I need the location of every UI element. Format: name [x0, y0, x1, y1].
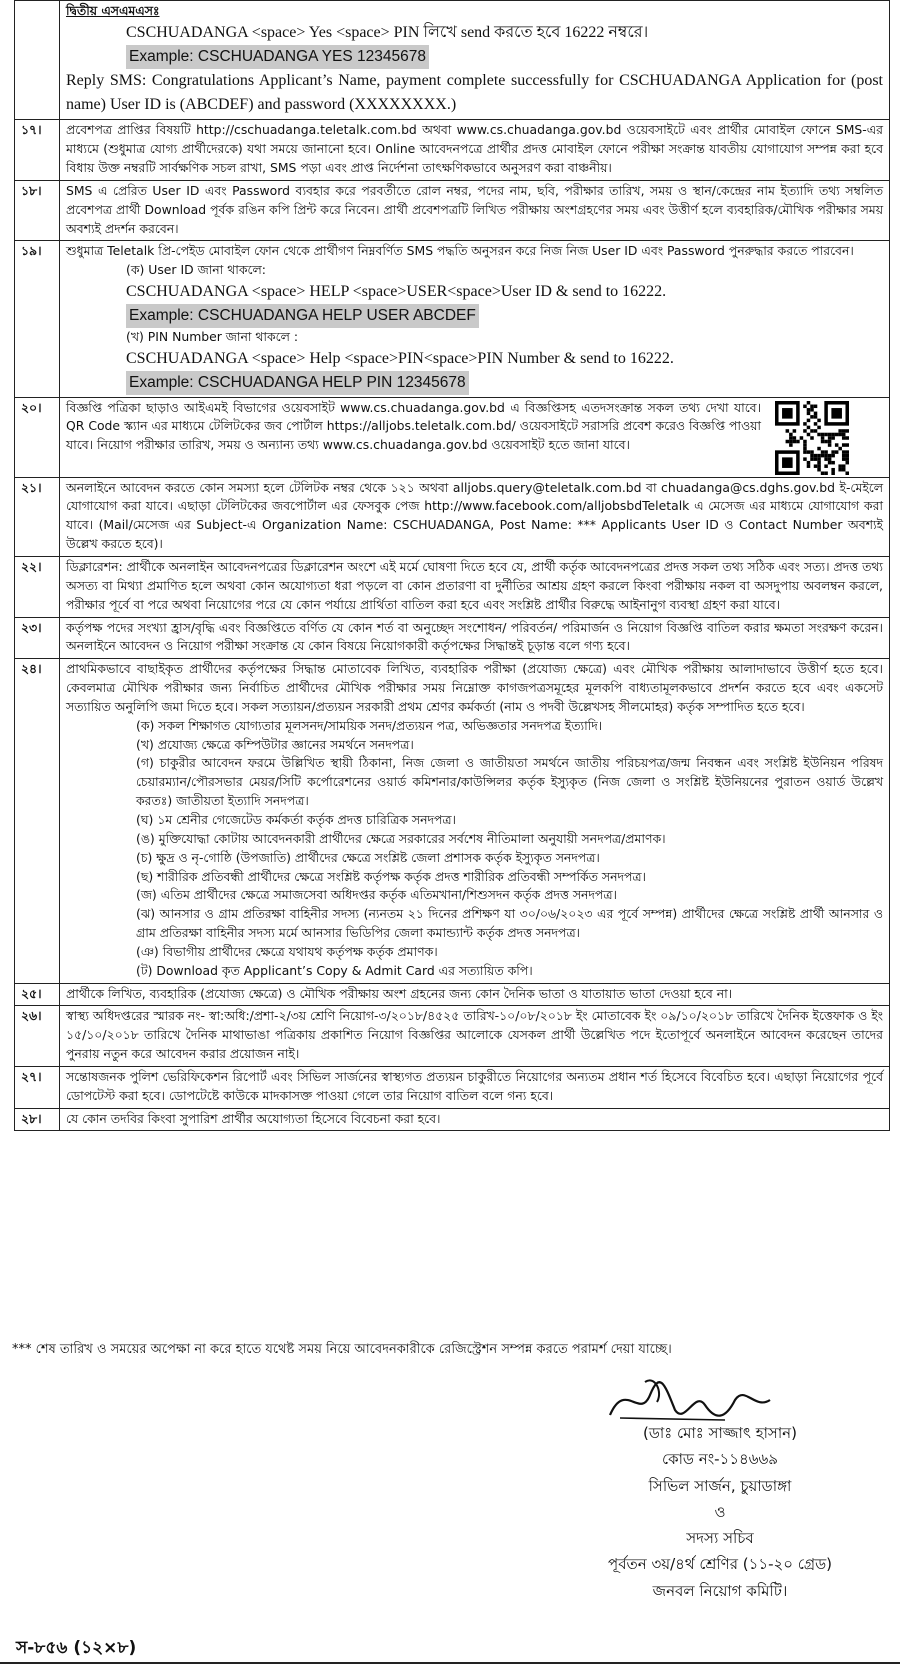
term-body — [60, 983, 890, 1006]
term-number: ১৯। — [15, 241, 60, 397]
term-text: (ক) User ID জানা থাকলে: — [126, 262, 266, 278]
term-body — [60, 180, 890, 241]
term-text: Reply SMS: Congratulations Applicant’s Name, payment complete successfully for CSCHUADANGA Application for (post name) User ID is (ABCDEF) and password (XXXXXXXX.) — [66, 71, 883, 114]
term-text: যে কোন তদবির কিংবা সুপারিশ প্রার্থীর অযোগ্যতা হিসেবে বিবেচনা করা হবে। — [66, 1110, 441, 1126]
term-text: (ঝ) আনসার ও গ্রাম প্রতিরক্ষা বাহিনীর সদস্য (ন্যনতম ২১ দিনের প্রশিক্ষণ যা ৩০/০৬/২০২৩ এর পূর্বে সম্পন্ন) প্রার্থীদের ক্ষেত্রে সংশ্লিষ্ট প্রার্থী আনসার ও গ্রাম প্রতিরক্ষা বাহিনীর সদস্য মর্মে আনসার ভিডিপির জেলা কমান্ড্যান্ট কর্তৃক প্রদত্ত সনদপত্র। — [136, 906, 883, 941]
term-text: (খ) প্রযোজ্য ক্ষেত্রে কম্পিউটার জ্ঞানের সমর্থনে সনদপত্র। — [136, 736, 414, 752]
term-row — [15, 120, 890, 181]
term-text: CSCHUADANGA <space> Yes <space> PIN লিখে send করতে হবে 16222 নম্বরে। — [126, 23, 649, 41]
signer-name: (ডাঃ মোঃ সাজ্জাৎ হাসান) — [643, 1424, 797, 1442]
term-row — [15, 1, 890, 120]
term-text: প্রবেশপত্র প্রাপ্তির বিষয়টি http://cschuadanga.teletalk.com.bd অথবা www.cs.chuadanga.gov.bd ওয়েবসাইটে এবং প্রার্থীর মোবাইল ফোনে SMS-এর মাধ্যমে (শুধুমাত্র যোগ্য প্রার্থীদেরকে) যথা সময়ে জানানো হবে। Online আবেদনপত্রে প্রার্থীর প্রদত্ত মোবাইল ফোনে পরীক্ষা সংক্রান্ত যাবতীয় যোগাযোগ সম্পন্ন করা হবে বিধায় উক্ত নম্বরটি সার্বক্ষণিক সচল রাখা, SMS পড়া এবং প্রাপ্ত নির্দেশনা তাৎক্ষণিকভাবে অনুসরণ করা বাঞ্চনীয়। — [66, 122, 883, 176]
term-body — [60, 1006, 890, 1067]
term-row — [15, 180, 890, 241]
term-text: শুধুমাত্র Teletalk প্রি-পেইড মোবাইল ফোন থেকে প্রার্থীগণ নিম্নবর্ণিত SMS পদ্ধতি অনুসরন করে নিজ নিজ User ID এবং Password পুনরুদ্ধার করতে পারবেন। — [66, 243, 854, 259]
term-body — [60, 617, 890, 659]
term-row — [15, 617, 890, 659]
term-text: (ঙ) মুক্তিযোদ্ধা কোটায় আবেদনকারী প্রার্থীদের ক্ষেত্রে সরকারের সর্বশেষ নীতিমালা অনুযায়ী সনদপত্র/প্রমাণক। — [136, 830, 666, 846]
term-number: ২০। — [15, 397, 60, 477]
term-text: প্রাথমিকভাবে বাছাইকৃত প্রার্থীদের কর্তৃপক্ষের সিদ্ধান্ত মোতাবেক লিখিত, ব্যবহারিক পরীক্ষা (প্রযোজ্য ক্ষেত্রে) এবং মৌখিক পরীক্ষায় আলাদাভাবে উত্তীর্ণ হতে হবে। কেবলমাত্র মৌখিক পরীক্ষার জন্য নির্বাচিত প্রার্থীদের মৌখিক পরীক্ষার সময় নিম্নোক্ত কাগজপত্রসমূহের মূলকপি বাধ্যতামূলকভাবে প্রদর্শন করতে হবে এবং একসেট সত্যায়িত অনুলিপি জমা দিতে হবে। সকল সত্যায়ন/প্রত্যয়ন সরকারী প্রথম শ্রেণর কর্মকর্তা (নাম ও পদবী উল্লেখসহ সীলমোহর) কর্তৃক সম্পাদিত হতে হবে। — [66, 661, 883, 714]
term-number: ২১। — [15, 477, 60, 556]
signer-designation: সিভিল সার্জন, চুয়াডাঙ্গা — [648, 1476, 792, 1495]
signature-block — [560, 1420, 880, 1604]
term-text: Example: CSCHUADANGA YES 12345678 — [126, 45, 429, 69]
term-text: CSCHUADANGA <space> Help <space>PIN<space>PIN Number & send to 16222. — [126, 349, 674, 367]
term-number: ২৫। — [15, 983, 60, 1006]
term-text: সন্তোষজনক পুলিশ ভেরিফিকেশন রিপোর্ট এবং সিভিল সার্জনের স্বাস্থ্যগত প্রত্যয়ন চাকুরীতে নিয়োগের অন্যতম প্রধান শর্ত হিসেবে বিবেচিত হবে। এছাড়া নিয়োগের পূর্বে ডোপটেস্ট করা হবে। ডোপটেষ্টে কাউকে মাদকাসক্ত পাওয়া গেলে তার নিয়োগ বাতিল বলে গন্য হবে। — [66, 1068, 883, 1103]
term-text: (ট) Download কৃত Applicant’s Copy & Admit Card এর সত্যায়িত কপি। — [136, 962, 533, 978]
term-row — [15, 1066, 890, 1108]
term-text: CSCHUADANGA <space> HELP <space>USER<space>User ID & send to 16222. — [126, 283, 667, 301]
term-body — [60, 1, 890, 120]
term-text: SMS এ প্রেরিত User ID এবং Password ব্যবহার করে পরবর্তীতে রোল নম্বর, পদের নাম, ছবি, পরীক্ষার তারিখ, সময় ও স্থান/কেন্দ্রের নাম ইত্যাদি তথ্য সম্বলিত প্রবেশপত্র প্রার্থী Download পূর্বক রঙিন কপি প্রিন্ট করে নিবেন। প্রার্থী প্রবেশপত্রটি লিখিত পরীক্ষায় অংশগ্রহণের সময় এবং উত্তীর্ণ হলে ব্যবহারিক/মৌখিক পরীক্ষার সময় অবশ্যই প্রদর্শন করবেন। — [66, 182, 883, 236]
term-body — [60, 477, 890, 556]
term-body — [60, 120, 890, 181]
term-number: ১৭। — [15, 120, 60, 181]
term-number: ২৬। — [15, 1006, 60, 1067]
term-row — [15, 477, 890, 556]
term-number: ২৭। — [15, 1066, 60, 1108]
form-code: স-৮৫৬ (১২×৮) — [16, 1638, 137, 1658]
bottom-divider — [0, 1662, 900, 1664]
term-text: (জ) এতিম প্রার্থীদের ক্ষেত্রে সমাজসেবা অধিদপ্তর কর্তৃক এতিমখানা/শিশুসদন কর্তৃক প্রদত্ত সনদপত্র। — [136, 887, 617, 903]
term-text: দ্বিতীয় এসএমএসঃ — [66, 3, 160, 18]
term-text: (চ) ক্ষুদ্র ও নৃ-গোষ্ঠি (উপজাতি) প্রার্থীদের ক্ষেত্রে সংশ্লিষ্ট জেলা প্রশাসক কর্তৃক ইস্যুকৃত সনদপত্র। — [136, 849, 600, 865]
term-text: Example: CSCHUADANGA HELP PIN 12345678 — [126, 371, 469, 395]
term-body — [60, 659, 890, 983]
term-text: অনলাইনে আবেদন করতে কোন সমস্যা হলে টেলিটক নম্বর থেকে ১২১ অথবা alljobs.query@teletalk.com.bd বা chuadanga@cs.dghs.gov.bd ই-মেইলে যোগাযোগ করা যাবে। এছাড়া টেলিটকের জবপোর্টাল এর ফেসবুক পেজ http://www.facebook.com/alljobsbdTeletalk এ মেসেজ এর মাধ্যমে যোগাযোগ করা যাবে। (Mail/মেসেজ এর Subject-এ Organization Name: CSCHUADANGA, Post Name: *** Applicants User ID ও Contact Number অবশ্যই উল্লেখ করতে হবে)। — [66, 479, 883, 552]
terms-table — [14, 0, 890, 1131]
term-body — [60, 1066, 890, 1108]
term-number: ১৮। — [15, 180, 60, 241]
term-number — [15, 1, 60, 120]
term-number: ২২। — [15, 557, 60, 618]
term-text: (গ) চাকুরীর আবেদন ফরমে উল্লিখিত স্থায়ী ঠিকানা, নিজ জেলা ও জাতীয়তা সমর্থনে জাতীয় পরিচয়পত্র/জন্ম নিবন্ধন এবং সংশ্লিষ্ট ইউনিয়ন পরিষদ চেয়ারম্যান/পৌরসভার মেয়র/সিটি কর্পোরেশনের ওয়ার্ড কমিশনার/কাউন্সিলর কর্তৃক ইস্যুকৃত (নিজ জেলা ও সংশ্লিষ্ট ইউনিয়নের পুরাতন ওয়ার্ড উল্লেখ করতঃ) জাতীয়তা ইত্যাদি সনদপত্র। — [136, 755, 883, 809]
committee-line-2: জনবল নিয়োগ কমিটি। — [652, 1581, 788, 1600]
term-text: ডিক্লারেশন: প্রার্থীকে অনলাইন আবেদনপত্রের ডিক্লারেশন অংশে এই মর্মে ঘোষণা দিতে হবে যে, প্রার্থী কর্তৃক আবেদনপত্রের প্রদত্ত সকল তথ্য সঠিক এবং সত্য। প্রদত্ত তথ্য অসত্য বা মিথ্যা প্রমাণিত হলে অথবা কোন অযোগ্যতা ধরা পড়লে বা কোন প্রতারণা বা দুর্নীতির আশ্রয় গ্রহণ করলে কিংবা পরীক্ষায় নকল বা অসদুপায় অবলম্বন করলে, পরীক্ষার পূর্বে বা পরে অথবা নিয়োগের পরে যে কোন পর্যায়ে প্রার্থিতা বাতিল করা হবে এবং সংশ্লিষ্ট প্রার্থীর বিরুদ্ধে আইনানুগ ব্যবস্থা গ্রহণ করা যাবে। — [66, 559, 883, 612]
signer-and: ও — [714, 1502, 726, 1521]
term-number: ২৮। — [15, 1108, 60, 1131]
term-number: ২৩। — [15, 617, 60, 659]
term-text: স্বাস্থ্য অধিদপ্তরের স্মারক নং- স্বা:অধি:/প্রশা-২/৩য় শ্রেণি নিয়োগ-৩/২০১৮/৪৫২৫ তারিখ-১০/০৮/২০১৮ ইং মোতাবেক ইং ০৯/১০/২০১৮ তারিখে দৈনিক ইত্তেফাক ও ইং ১৫/১০/২০১৮ তারিখে দৈনিক মাথাভাঙা পত্রিকায় প্রকাশিত নিয়োগ বিজ্ঞপ্তির আলোকে যেসকল প্রার্থী উল্লেখিত পদে ইতোপূর্বে অনলাইনে আবেদন করেছেন তাদের পুনরায় নতুন করে আবেদন করার প্রয়োজন নাই। — [66, 1008, 883, 1062]
term-row — [15, 659, 890, 983]
term-number: ২৪। — [15, 659, 60, 983]
term-text: (ছ) শারীরিক প্রতিবন্ধী প্রার্থীদের ক্ষেত্রে সংশ্লিষ্ট কর্তৃপক্ষ কর্তৃক প্রদত্ত শারীরিক প্রতিবন্ধী সম্পর্কিত সনদপত্র। — [136, 868, 646, 884]
term-text: বিজ্ঞপ্তি পত্রিকা ছাড়াও আইএমই বিভাগের ওয়েবসাইট www.cs.chuadanga.gov.bd এ বিজ্ঞপ্তিসহ এতদসংক্রান্ত সকল তথ্য দেখা যাবে। QR Code স্ক্যান এর মাধ্যমে টেলিটকের জব পোর্টাল https://alljobs.teletalk.com.bd/ ওয়েবসাইটে সরাসরি প্রবেশ করেও বিজ্ঞপ্তি পাওয়া যাবে। নিয়োগ পরীক্ষার তারিখ, সময় ও অন্যান্য তথ্য www.cs.chuadanga.gov.bd ওয়েবসাইট হতে জানা যাবে। — [66, 399, 761, 453]
term-text: Example: CSCHUADANGA HELP USER ABCDEF — [126, 304, 479, 328]
term-body — [60, 1108, 890, 1131]
term-text: (খ) PIN Number জানা থাকলে : — [126, 328, 299, 344]
term-row — [15, 397, 890, 477]
term-body — [60, 241, 890, 397]
term-body — [60, 557, 890, 618]
term-row — [15, 983, 890, 1006]
deadline-note: *** শেষ তারিখ ও সময়ের অপেক্ষা না করে হাতে যথেষ্ট সময় নিয়ে আবেদনকারীকে রেজিস্ট্রেশন সম্পন্ন করতে পরামর্শ দেয়া যাচ্ছে। — [12, 1342, 672, 1357]
signer-code: কোড নং-১১৪৬৬৯ — [662, 1450, 778, 1469]
committee-line-1: পূর্বতন ৩য়/৪র্থ শ্রেণির (১১-২০ গ্রেড) — [608, 1555, 832, 1574]
term-text: প্রার্থীকে লিখিত, ব্যবহারিক (প্রযোজ্য ক্ষেত্রে) ও মৌখিক পরীক্ষায় অংশ গ্রহনের জন্য কোন দৈনিক ভাতা ও যাতায়াত ভাতা দেওয়া হবে না। — [66, 985, 733, 1001]
term-body — [60, 397, 890, 477]
term-text: (ঘ) ১ম শ্রেনীর গেজেটেড কর্মকর্তা কর্তৃক প্রদত্ত চারিত্রিক সনদপত্র। — [136, 811, 456, 827]
term-row — [15, 1006, 890, 1067]
qr-code-icon — [771, 401, 853, 475]
term-row — [15, 241, 890, 397]
term-row — [15, 1108, 890, 1131]
term-text: কর্তৃপক্ষ পদের সংখ্যা হ্রাস/বৃদ্ধি এবং বিজ্ঞপ্তিতে বর্ণিত যে কোন শর্ত বা অনুচ্ছেদ সংশোধন/ পরিবর্তন/ পরিমার্জন ও নিয়োগ বিজ্ঞপ্তি বাতিল করার ক্ষমতা সংরক্ষণ করেন। অনলাইনে আবেদন ও নিয়োগ পরীক্ষা সংক্রান্ত যে কোন বিষয়ে নিয়োগকারী কর্তৃপক্ষের সিদ্ধান্তই চূড়ান্ত বলে গণ্য হবে। — [66, 619, 883, 654]
term-row — [15, 557, 890, 618]
term-text: (ঞ) বিভাগীয় প্রার্থীদের ক্ষেত্রে যথাযথ কর্তৃপক্ষ কর্তৃক প্রমাণক। — [136, 943, 438, 959]
term-text: (ক) সকল শিক্ষাগত যোগ্যতার মূলসনদ/সাময়িক সনদ/প্রত্যয়ন পত্র, অভিজ্ঞতার সনদপত্র ইত্যাদি। — [136, 717, 603, 733]
signer-role: সদস্য সচিব — [686, 1529, 754, 1547]
